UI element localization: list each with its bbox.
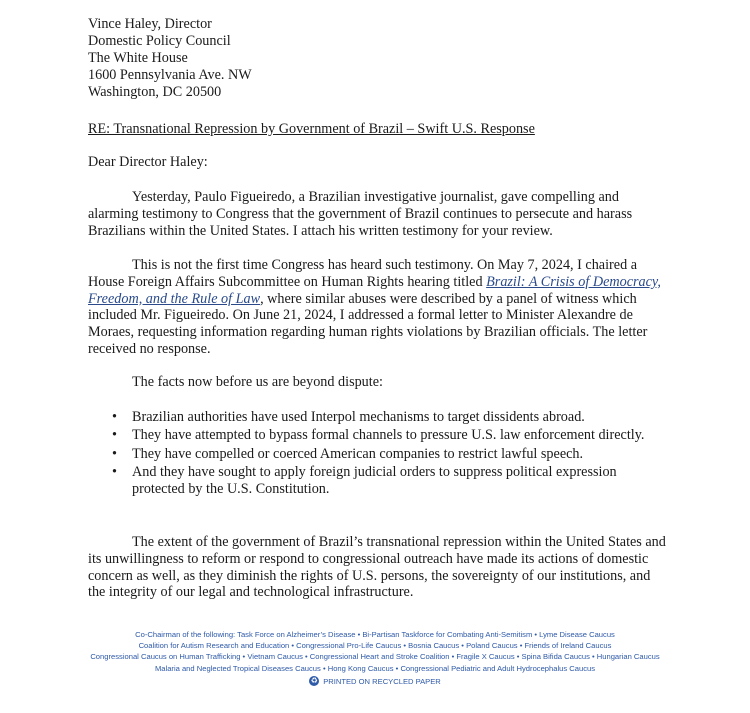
hearing-title-link[interactable]: Brazil: A Crisis of Democracy, Freedom, and the Rule of Law: [88, 273, 661, 307]
recycled-paper-text: PRINTED ON RECYCLED PAPER: [323, 676, 441, 686]
bullet-icon: •: [112, 427, 117, 444]
list-item: [88, 409, 658, 426]
paragraph-testimony: Yesterday, Paulo Figueiredo, a Brazilian investigative journalist, gave compelling and alarming testimony to Congress that the government of Brazil continues to persecute and harass Brazilians within the United States. I attach his written testimony for your review.: [88, 189, 633, 239]
list-item: [88, 464, 658, 498]
recycle-icon: ♻: [310, 676, 318, 686]
paragraph-history: [88, 257, 668, 358]
address-line: Washington, DC 20500: [88, 84, 222, 100]
footer-caucus-row: Malaria and Neglected Tropical Diseases Caucus • Hong Kong Caucus • Congressional Pediatric and Adult Hydrocephalus Caucus: [154, 663, 596, 673]
bullet-icon: •: [112, 463, 117, 480]
facts-intro: The facts now before us are beyond dispute:: [132, 374, 383, 390]
letterhead-footer: [40, 629, 710, 687]
address-line: Domestic Policy Council: [88, 33, 231, 49]
recipient-address: [88, 16, 668, 101]
address-line: The White House: [88, 50, 188, 66]
list-item-text: They have compelled or coerced American companies to restrict lawful speech.: [132, 445, 584, 462]
list-item: [88, 446, 658, 463]
list-item-text: They have attempted to bypass formal channels to pressure U.S. law enforcement directly.: [132, 427, 645, 444]
bullet-icon: •: [112, 445, 117, 462]
list-item: [88, 427, 658, 444]
list-item-text: Brazilian authorities have used Interpol mechanisms to target dissidents abroad.: [132, 409, 585, 425]
paragraph-text: , where similar abuses were described by a panel of witness which included Mr. Figueiredo. On June 21, 2024, I addressed a formal letter to Minister Alexandre de Moraes, requesting information regarding human rights violations by Brazilian officials. The letter received no response.: [88, 290, 648, 357]
paragraph-conclusion: The extent of the government of Brazil’s transnational repression within the United States and its unwillingness to reform or respond to congressional outreach have made its actions of domestic concern as well, as they diminish the rights of U.S. persons, the sovereignty of our institutions, and the integrity of our legal and technological infrastructure.: [88, 534, 666, 601]
paragraph-text: This is not the first time Congress has heard such testimony. On May 7, 2024, I chaired a House Foreign Affairs Subcommittee on Human Rights hearing titled: [88, 257, 638, 290]
footer-caucus-row: Co-Chairman of the following: Task Force on Alzheimer’s Disease • Bi-Partisan Taskforce for Combating Anti-Semitism • Lyme Disease Caucus: [135, 630, 615, 639]
address-line: 1600 Pennsylvania Ave. NW: [88, 67, 252, 83]
list-item-text: And they have sought to apply foreign judicial orders to suppress political expression protected by the U.S. Constitution.: [132, 463, 617, 497]
salutation: Dear Director Haley:: [88, 154, 208, 170]
bullet-icon: •: [112, 409, 117, 425]
facts-list: [88, 409, 658, 499]
footer-caucus-row: Congressional Caucus on Human Trafficking • Vietnam Caucus • Congressional Heart and Stroke Coalition • Fragile X Caucus • Spina Bifida Caucus • Hungarian Caucus: [90, 652, 660, 662]
footer-caucus-row: Coalition for Autism Research and Education • Congressional Pro-Life Caucus • Bosnia Caucus • Poland Caucus • Friends of Ireland Caucus: [138, 641, 612, 651]
subject-line: RE: Transnational Repression by Government of Brazil – Swift U.S. Response: [88, 121, 535, 137]
recycled-paper-note: [309, 676, 441, 687]
address-line: Vince Haley, Director: [88, 16, 212, 32]
